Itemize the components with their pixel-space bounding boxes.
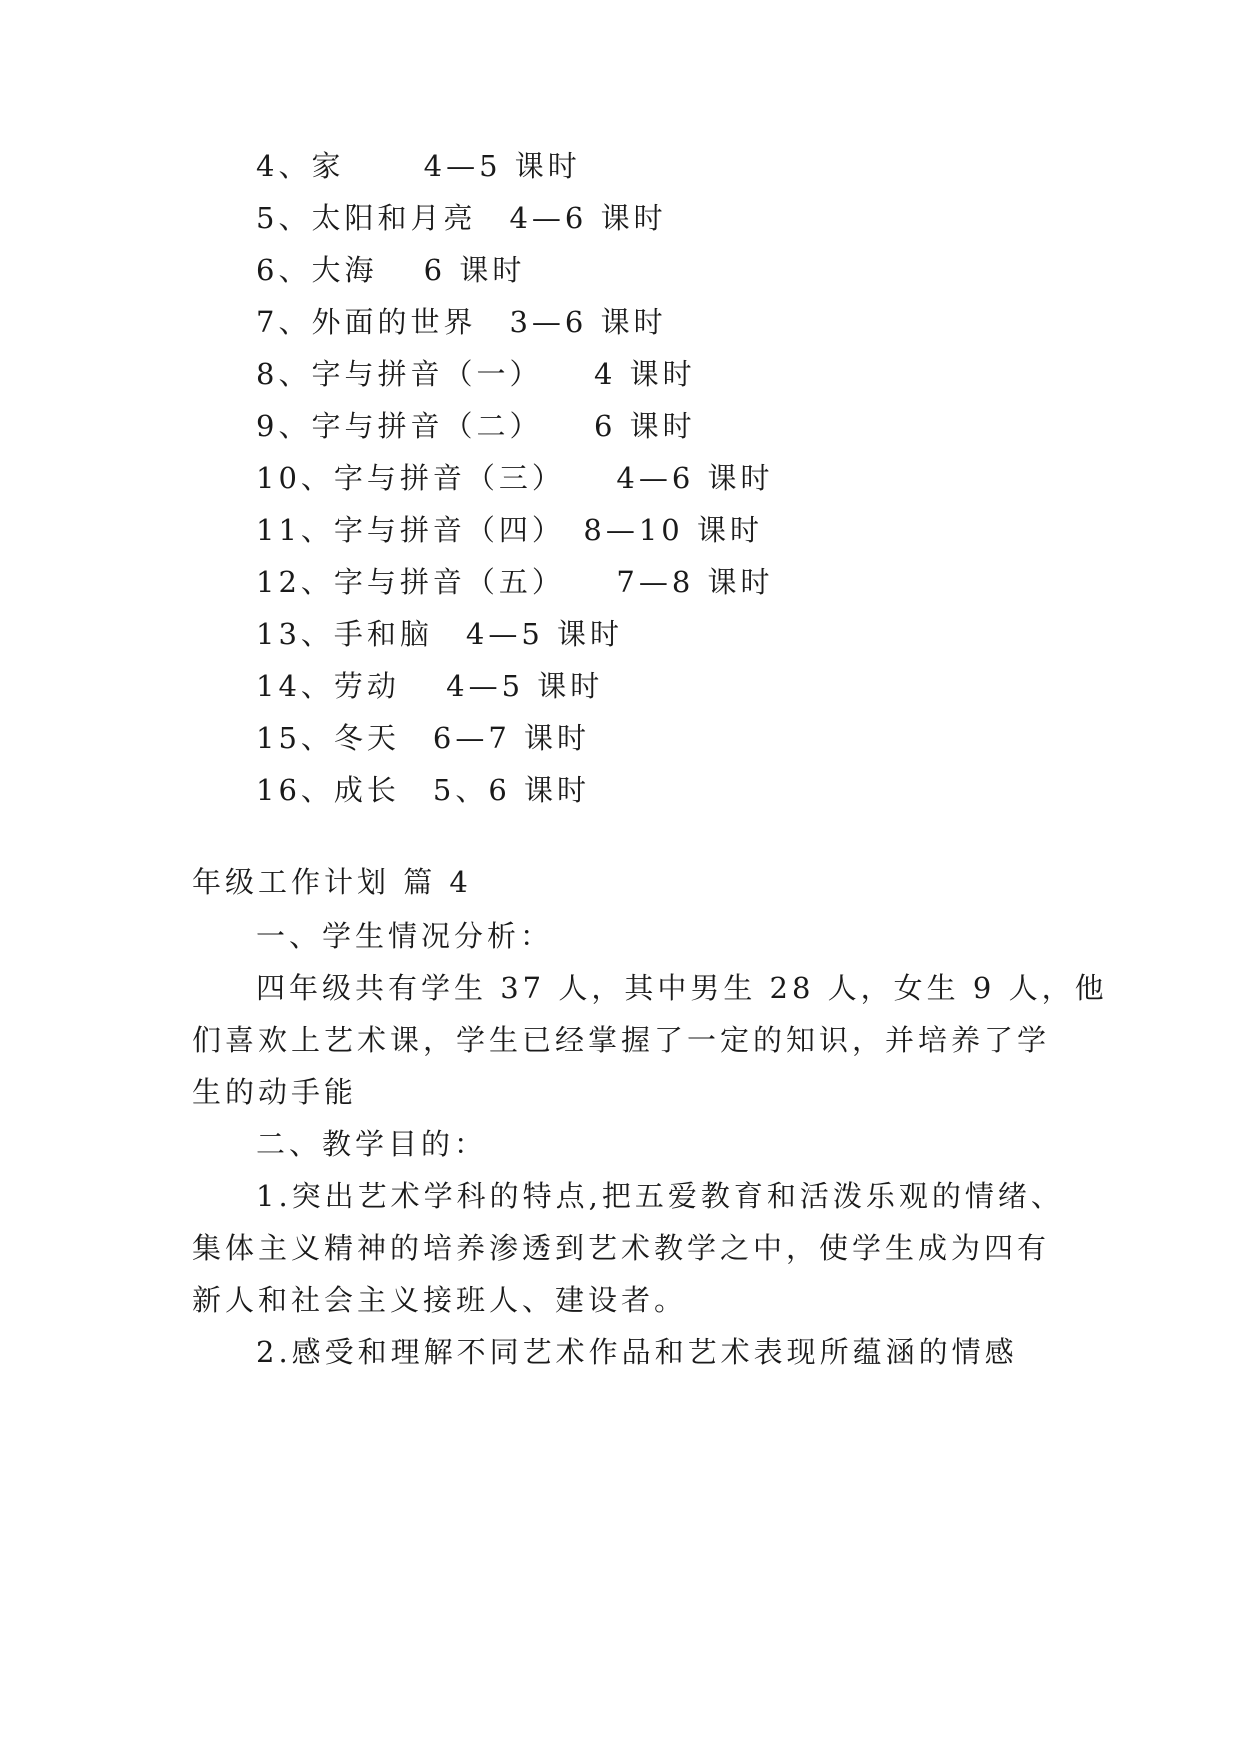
section-heading: 年级工作计划 篇 4 (192, 865, 472, 899)
list-item: 6、大海 6 课时 (256, 253, 526, 287)
list-item: 5、太阳和月亮 4—6 课时 (256, 201, 667, 235)
list-item: 8、字与拼音（一） 4 课时 (256, 357, 696, 391)
paragraph-line: 1.突出艺术学科的特点,把五爱教育和活泼乐观的情绪、 (256, 1179, 1064, 1213)
paragraph-line: 新人和社会主义接班人、建设者。 (192, 1283, 688, 1317)
paragraph-line: 集体主义精神的培养渗透到艺术教学之中，使学生成为四有 (192, 1231, 1051, 1265)
list-item: 7、外面的世界 3—6 课时 (256, 305, 667, 339)
list-item: 12、字与拼音（五） 7—8 课时 (256, 565, 774, 599)
paragraph-line: 四年级共有学生 37 人，其中男生 28 人，女生 9 人，他 (256, 971, 1108, 1005)
list-item: 16、成长 5、6 课时 (256, 773, 591, 807)
subheading-student-analysis: 一、学生情况分析： (256, 919, 554, 953)
list-item: 13、手和脑 4—5 课时 (256, 617, 624, 651)
list-item: 15、冬天 6—7 课时 (256, 721, 591, 755)
paragraph-line: 们喜欢上艺术课，学生已经掌握了一定的知识，并培养了学 (192, 1023, 1051, 1057)
subheading-teaching-goals: 二、教学目的： (256, 1127, 488, 1161)
list-item: 10、字与拼音（三） 4—6 课时 (256, 461, 774, 495)
list-item: 14、劳动 4—5 课时 (256, 669, 604, 703)
paragraph-line: 生的动手能 (192, 1075, 358, 1109)
paragraph-line: 2.感受和理解不同艺术作品和艺术表现所蕴涵的情感 (256, 1335, 1018, 1369)
list-item: 11、字与拼音（四） 8—10 课时 (256, 513, 763, 547)
list-item: 4、家 4—5 课时 (256, 149, 581, 183)
list-item: 9、字与拼音（二） 6 课时 (256, 409, 696, 443)
